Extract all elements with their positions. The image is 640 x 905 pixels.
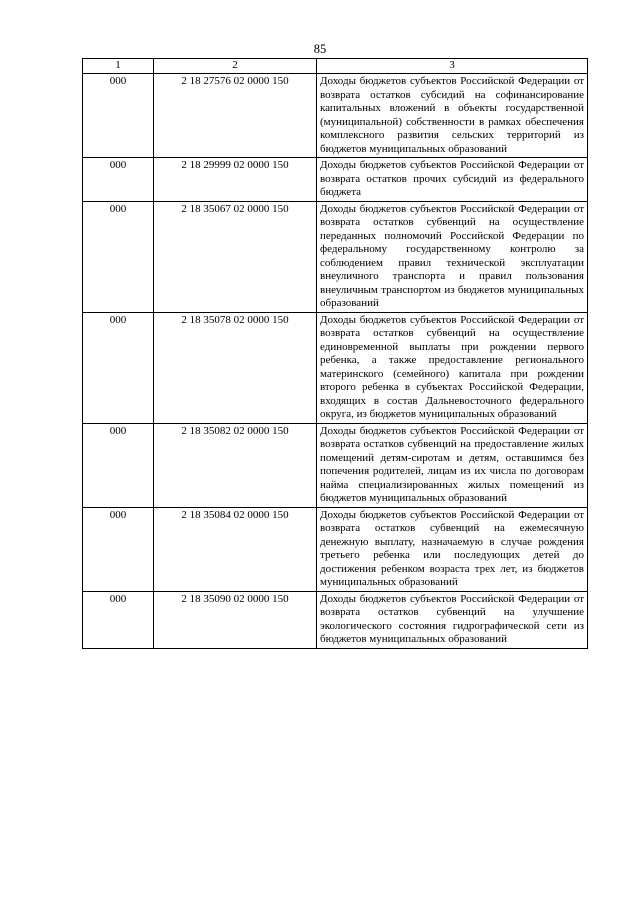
table-body <box>83 74 588 649</box>
admin-code-cell: 000 <box>83 423 154 507</box>
table-row <box>83 158 588 202</box>
table-row <box>83 423 588 507</box>
header-row <box>83 59 588 74</box>
column-header-3: 3 <box>317 59 588 74</box>
admin-code-cell: 000 <box>83 312 154 423</box>
table-row <box>83 507 588 591</box>
revenue-name-cell: Доходы бюджетов субъектов Российской Федерации от возврата остатков прочих субсидий из федерального бюджета <box>317 158 588 202</box>
budget-code-cell: 2 18 27576 02 0000 150 <box>154 74 317 158</box>
table-row <box>83 201 588 312</box>
revenue-name-cell: Доходы бюджетов субъектов Российской Федерации от возврата остатков субвенций на улучшение экологического состояния гидрографической сети из бюджетов муниципальных образований <box>317 591 588 648</box>
budget-code-cell: 2 18 35082 02 0000 150 <box>154 423 317 507</box>
table-row <box>83 74 588 158</box>
table-row <box>83 312 588 423</box>
revenue-name-cell: Доходы бюджетов субъектов Российской Федерации от возврата остатков субвенций на ежемесячную денежную выплату, назначаемую в случае рождения третьего ребенка или последующих детей до достижения ребенком возраста трех лет, из бюджетов муниципальных образований <box>317 507 588 591</box>
revenue-name-cell: Доходы бюджетов субъектов Российской Федерации от возврата остатков субвенций на осуществление единовременной выплаты при рождении первого ребенка, а также предоставление регионального материнского (семейного) капитала при рождении второго ребенка в субъектах Российской Федерации, входящих в состав Дальневосточного федерального округа, из бюджетов муниципальных образований <box>317 312 588 423</box>
column-header-1: 1 <box>83 59 154 74</box>
revenue-name-cell: Доходы бюджетов субъектов Российской Федерации от возврата остатков субвенций на осуществление переданных полномочий Российской Федерации по федеральному государственному контролю за соблюдением правил технической эксплуатации внеуличного транспорта и правил пользования внеуличным транспортом из бюджетов муниципальных образований <box>317 201 588 312</box>
budget-code-cell: 2 18 29999 02 0000 150 <box>154 158 317 202</box>
table-row <box>83 591 588 648</box>
page-number: 85 <box>313 42 327 56</box>
budget-code-cell: 2 18 35078 02 0000 150 <box>154 312 317 423</box>
admin-code-cell: 000 <box>83 201 154 312</box>
column-header-2: 2 <box>154 59 317 74</box>
admin-code-cell: 000 <box>83 591 154 648</box>
budget-code-cell: 2 18 35067 02 0000 150 <box>154 201 317 312</box>
revenue-name-cell: Доходы бюджетов субъектов Российской Федерации от возврата остатков субвенций на предоставление жилых помещений детям-сиротам и детям, оставшимся без попечения родителей, лицам из их числа по договорам найма специализированных жилых помещений из бюджетов муниципальных образований <box>317 423 588 507</box>
table-header <box>83 59 588 74</box>
revenue-name-cell: Доходы бюджетов субъектов Российской Федерации от возврата остатков субсидий на софинансирование капитальных вложений в объекты государственной (муниципальной) собственности в рамках обеспечения комплексного развития сельских территорий из бюджетов муниципальных образований <box>317 74 588 158</box>
budget-code-cell: 2 18 35084 02 0000 150 <box>154 507 317 591</box>
budget-code-cell: 2 18 35090 02 0000 150 <box>154 591 317 648</box>
admin-code-cell: 000 <box>83 74 154 158</box>
admin-code-cell: 000 <box>83 507 154 591</box>
admin-code-cell: 000 <box>83 158 154 202</box>
budget-revenue-table <box>82 58 588 649</box>
